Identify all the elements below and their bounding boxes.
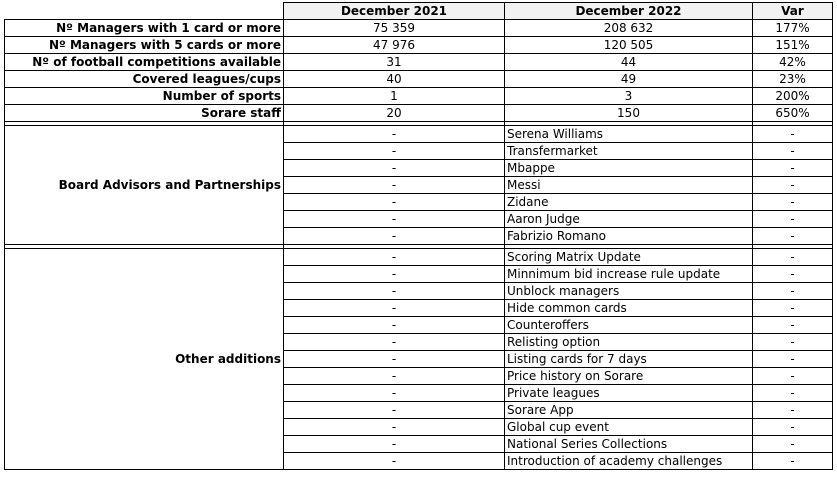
other-additions-item: Minnimum bid increase rule update bbox=[505, 266, 753, 283]
other-additions-item: Introduction of academy challenges bbox=[505, 453, 753, 470]
metric-var-value: 151% bbox=[753, 37, 833, 54]
metric-dec2021-value: 20 bbox=[284, 105, 505, 122]
other-additions-var-dash: - bbox=[753, 300, 833, 317]
metric-dec2021-value: 1 bbox=[284, 88, 505, 105]
other-additions-var-dash: - bbox=[753, 402, 833, 419]
board-advisors-item: Messi bbox=[505, 177, 753, 194]
board-advisors-var-dash: - bbox=[753, 126, 833, 143]
board-advisors-item: Serena Williams bbox=[505, 126, 753, 143]
metric-dec2021-value: 75 359 bbox=[284, 20, 505, 37]
metric-dec2022-value: 150 bbox=[505, 105, 753, 122]
board-advisors-dec2021-dash: - bbox=[284, 194, 505, 211]
metric-var-value: 42% bbox=[753, 54, 833, 71]
other-additions-item: National Series Collections bbox=[505, 436, 753, 453]
board-advisors-dec2021-dash: - bbox=[284, 143, 505, 160]
other-additions-dec2021-dash: - bbox=[284, 300, 505, 317]
board-advisors-dec2021-dash: - bbox=[284, 126, 505, 143]
board-advisors-var-dash: - bbox=[753, 211, 833, 228]
metric-row bbox=[5, 71, 833, 88]
other-additions-dec2021-dash: - bbox=[284, 334, 505, 351]
metric-dec2021-value: 31 bbox=[284, 54, 505, 71]
other-additions-dec2021-dash: - bbox=[284, 351, 505, 368]
other-additions-item: Global cup event bbox=[505, 419, 753, 436]
other-additions-dec2021-dash: - bbox=[284, 317, 505, 334]
other-additions-item: Private leagues bbox=[505, 385, 753, 402]
metric-label: Nº Managers with 5 cards or more bbox=[5, 37, 284, 54]
header-december-2021: December 2021 bbox=[284, 3, 505, 20]
table-body bbox=[5, 3, 833, 470]
board-advisors-item: Aaron Judge bbox=[505, 211, 753, 228]
other-additions-var-dash: - bbox=[753, 283, 833, 300]
other-additions-dec2021-dash: - bbox=[284, 385, 505, 402]
metric-dec2022-value: 120 505 bbox=[505, 37, 753, 54]
metric-dec2022-value: 49 bbox=[505, 71, 753, 88]
metric-var-value: 177% bbox=[753, 20, 833, 37]
header-december-2022: December 2022 bbox=[505, 3, 753, 20]
header-empty-cell bbox=[5, 3, 284, 20]
other-additions-dec2021-dash: - bbox=[284, 453, 505, 470]
other-additions-item: Hide common cards bbox=[505, 300, 753, 317]
header-row bbox=[5, 3, 833, 20]
board-advisors-item: Fabrizio Romano bbox=[505, 228, 753, 245]
other-additions-var-dash: - bbox=[753, 436, 833, 453]
other-additions-item: Relisting option bbox=[505, 334, 753, 351]
other-additions-var-dash: - bbox=[753, 334, 833, 351]
metric-label: Nº of football competitions available bbox=[5, 54, 284, 71]
other-additions-dec2021-dash: - bbox=[284, 266, 505, 283]
header-var: Var bbox=[753, 3, 833, 20]
metric-dec2021-value: 40 bbox=[284, 71, 505, 88]
board-advisors-var-dash: - bbox=[753, 177, 833, 194]
other-additions-var-dash: - bbox=[753, 317, 833, 334]
other-additions-dec2021-dash: - bbox=[284, 419, 505, 436]
board-advisors-var-dash: - bbox=[753, 228, 833, 245]
comparison-table bbox=[4, 2, 833, 470]
other-additions-dec2021-dash: - bbox=[284, 436, 505, 453]
metric-dec2022-value: 44 bbox=[505, 54, 753, 71]
metric-var-value: 650% bbox=[753, 105, 833, 122]
other-additions-item: Unblock managers bbox=[505, 283, 753, 300]
other-additions-var-dash: - bbox=[753, 385, 833, 402]
other-additions-item: Scoring Matrix Update bbox=[505, 249, 753, 266]
other-additions-label: Other additions bbox=[5, 249, 284, 470]
other-additions-var-dash: - bbox=[753, 266, 833, 283]
other-additions-item: Counteroffers bbox=[505, 317, 753, 334]
other-additions-dec2021-dash: - bbox=[284, 368, 505, 385]
other-additions-dec2021-dash: - bbox=[284, 249, 505, 266]
board-advisors-dec2021-dash: - bbox=[284, 177, 505, 194]
metric-row bbox=[5, 54, 833, 71]
other-additions-var-dash: - bbox=[753, 419, 833, 436]
other-additions-row bbox=[5, 249, 833, 266]
board-advisors-row bbox=[5, 126, 833, 143]
board-advisors-var-dash: - bbox=[753, 143, 833, 160]
other-additions-item: Price history on Sorare bbox=[505, 368, 753, 385]
other-additions-dec2021-dash: - bbox=[284, 283, 505, 300]
metric-dec2022-value: 208 632 bbox=[505, 20, 753, 37]
other-additions-item: Listing cards for 7 days bbox=[505, 351, 753, 368]
board-advisors-dec2021-dash: - bbox=[284, 228, 505, 245]
metric-label: Number of sports bbox=[5, 88, 284, 105]
metric-row bbox=[5, 37, 833, 54]
board-advisors-var-dash: - bbox=[753, 194, 833, 211]
board-advisors-item: Mbappe bbox=[505, 160, 753, 177]
metric-row bbox=[5, 20, 833, 37]
board-advisors-item: Zidane bbox=[505, 194, 753, 211]
metric-label: Nº Managers with 1 card or more bbox=[5, 20, 284, 37]
metric-dec2021-value: 47 976 bbox=[284, 37, 505, 54]
other-additions-var-dash: - bbox=[753, 249, 833, 266]
metric-dec2022-value: 3 bbox=[505, 88, 753, 105]
other-additions-var-dash: - bbox=[753, 351, 833, 368]
metric-label: Covered leagues/cups bbox=[5, 71, 284, 88]
board-advisors-dec2021-dash: - bbox=[284, 160, 505, 177]
other-additions-item: Sorare App bbox=[505, 402, 753, 419]
other-additions-dec2021-dash: - bbox=[284, 402, 505, 419]
board-advisors-label: Board Advisors and Partnerships bbox=[5, 126, 284, 245]
metric-row bbox=[5, 105, 833, 122]
board-advisors-dec2021-dash: - bbox=[284, 211, 505, 228]
metric-label: Sorare staff bbox=[5, 105, 284, 122]
other-additions-var-dash: - bbox=[753, 453, 833, 470]
metric-row bbox=[5, 88, 833, 105]
board-advisors-item: Transfermarket bbox=[505, 143, 753, 160]
board-advisors-var-dash: - bbox=[753, 160, 833, 177]
metric-var-value: 23% bbox=[753, 71, 833, 88]
other-additions-var-dash: - bbox=[753, 368, 833, 385]
metric-var-value: 200% bbox=[753, 88, 833, 105]
